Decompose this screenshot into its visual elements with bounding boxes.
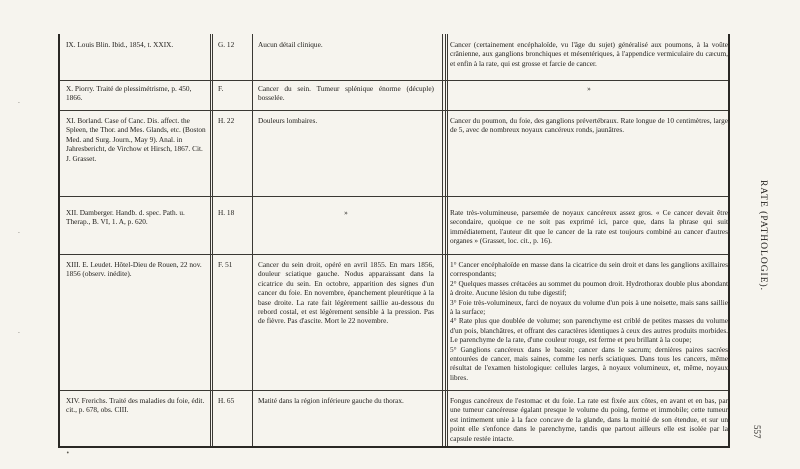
reference-cell: X. Piorry. Traité de plessimétrisme, p. 450, 1866. — [66, 84, 192, 103]
case-cell: H. 18 — [218, 208, 235, 217]
reference-cell: IX. Louis Blin. Ibid., 1854, t. XXIX. — [66, 40, 174, 49]
scan-speck: • — [66, 450, 70, 457]
row-rule — [60, 254, 728, 255]
case-cell: F. — [218, 84, 224, 93]
symptoms-cell: » — [344, 208, 348, 217]
row-rule — [60, 196, 728, 197]
reference-cell: XI. Borland. Case of Canc. Dis. affect. the Spleen, the Thor. and Mes. Glands, etc. (Boston Med. and Surg. Journ., May 9). Anal. in Jahresbericht, de Virchow et Hirsch, 1867. Cit. J. Grasset. — [66, 116, 206, 163]
scan-speck: · — [18, 330, 20, 337]
column-rule — [252, 34, 253, 446]
scan-speck: · — [18, 100, 20, 107]
reference-cell: XIV. Frerichs. Traité des maladies du foie, édit. cit., p. 678, obs. CIII. — [66, 396, 205, 415]
symptoms-cell: Aucun détail clinique. — [258, 40, 323, 49]
case-cell: F. 51 — [218, 260, 233, 269]
row-rule — [60, 110, 728, 111]
lesions-cell: Cancer du poumon, du foie, des ganglions prévertébraux. Rate longue de 10 centimètres, large de 5, avec de nombreux noyaux cancéreux ronds, jaunâtres. — [450, 116, 728, 135]
lesions-cell: » — [587, 84, 591, 93]
running-head: RATE (PATHOLOGIE). — [758, 180, 768, 292]
column-rule — [445, 34, 448, 446]
case-cell: H. 65 — [218, 396, 235, 405]
lesions-cell: 1° Cancer encéphaloïde en masse dans la cicatrice du sein droit et dans les ganglions axillaires correspondants; 2° Quelques masses crétacées au sommet du poumon droit. Hydrothorax double plus abondant à droite. Aucune lésion du tube digestif; 3° Foie très-volumineux, farci de noyaux du volume d'un pois à une noisette, mais sans saillie à la surface; 4° Rate plus que doublée de volume; son parenchyme est criblé de petites masses du volume d'un pois, blanchâtres, et offrant des caractères identiques à ceux des autres produits morbides. Le parenchyme de la rate, d'une couleur rouge, est ferme et peu brillant à la coupe; 5° Ganglions cancéreux dans le bassin; cancer dans le sacrum; dernières paires sacrées entourées de cancer, mais saines, comme les nerfs sciatiques. Dans tous les cancers, même résultat de l'examen histologique: cellules larges, à noyaux volumineux, et, même, noyaux libres. — [450, 260, 728, 382]
row-rule — [60, 80, 728, 81]
column-rule — [210, 34, 213, 446]
lesions-cell: Fongus cancéreux de l'estomac et du foie. La rate est fixée aux côtes, en avant et en bas, par une tumeur cancéreuse égalant presque le volume du poing, ferme et immobile; cette tumeur est intimement unie à la face concave de la glande, dans la moitié de son étendue, et sur un point elle s'enfonce dans le parenchyme, tandis que partout ailleurs elle est isolée par la capsule restée intacte. — [450, 396, 728, 443]
case-cell: H. 22 — [218, 116, 235, 125]
column-rule — [442, 34, 443, 446]
reference-cell: XIII. E. Leudet. Hôtel-Dieu de Rouen, 22 nov. 1856 (observ. inédite). — [66, 260, 202, 279]
page-number: 557 — [752, 425, 762, 439]
scan-speck: · — [18, 230, 20, 237]
symptoms-cell: Matité dans la région inférieure gauche du thorax. — [258, 396, 404, 405]
observations-table — [58, 34, 730, 448]
symptoms-cell: Cancer du sein droit, opéré en avril 1855. En mars 1856, douleur sciatique gauche. Nodus apparaissant dans la cicatrice du sein. En octobre, apparition des signes d'un cancer du foie. En novembre, épanchement pleurétique à la base droite. La rate fait légèrement saillie au-dessous du rebord costal, et est légèrement sensible à la pression. Pas de fièvre. Pas d'ascite. Mort le 22 novembre. — [258, 260, 434, 326]
lesions-cell: Rate très-volumineuse, parsemée de noyaux cancéreux assez gros. « Ce cancer devait être secondaire, quoique ce ne soit pas exprimé ici, parce que, dans la phrase qui suit immédiatement, l'auteur dit que le cancer de la rate est toujours combiné au cancer d'autres organes » (Grasset, loc. cit., p. 16). — [450, 208, 728, 246]
lesions-cell: Cancer (certainement encéphaloïde, vu l'âge du sujet) généralisé aux poumons, à la voûte crânienne, aux ganglions bronchiques et mésentériques, à l'appendice vermiculaire du cæcum, et enfin à la rate, qui est grosse et farcie de cancer. — [450, 40, 728, 68]
symptoms-cell: Douleurs lombaires. — [258, 116, 318, 125]
symptoms-cell: Cancer du sein. Tumeur splénique énorme (décuple) bosselée. — [258, 84, 434, 103]
case-cell: G. 12 — [218, 40, 235, 49]
reference-cell: XII. Damberger. Handb. d. spec. Path. u. Therap., B. VI, 1. A, p. 620. — [66, 208, 185, 227]
row-rule — [60, 390, 728, 391]
